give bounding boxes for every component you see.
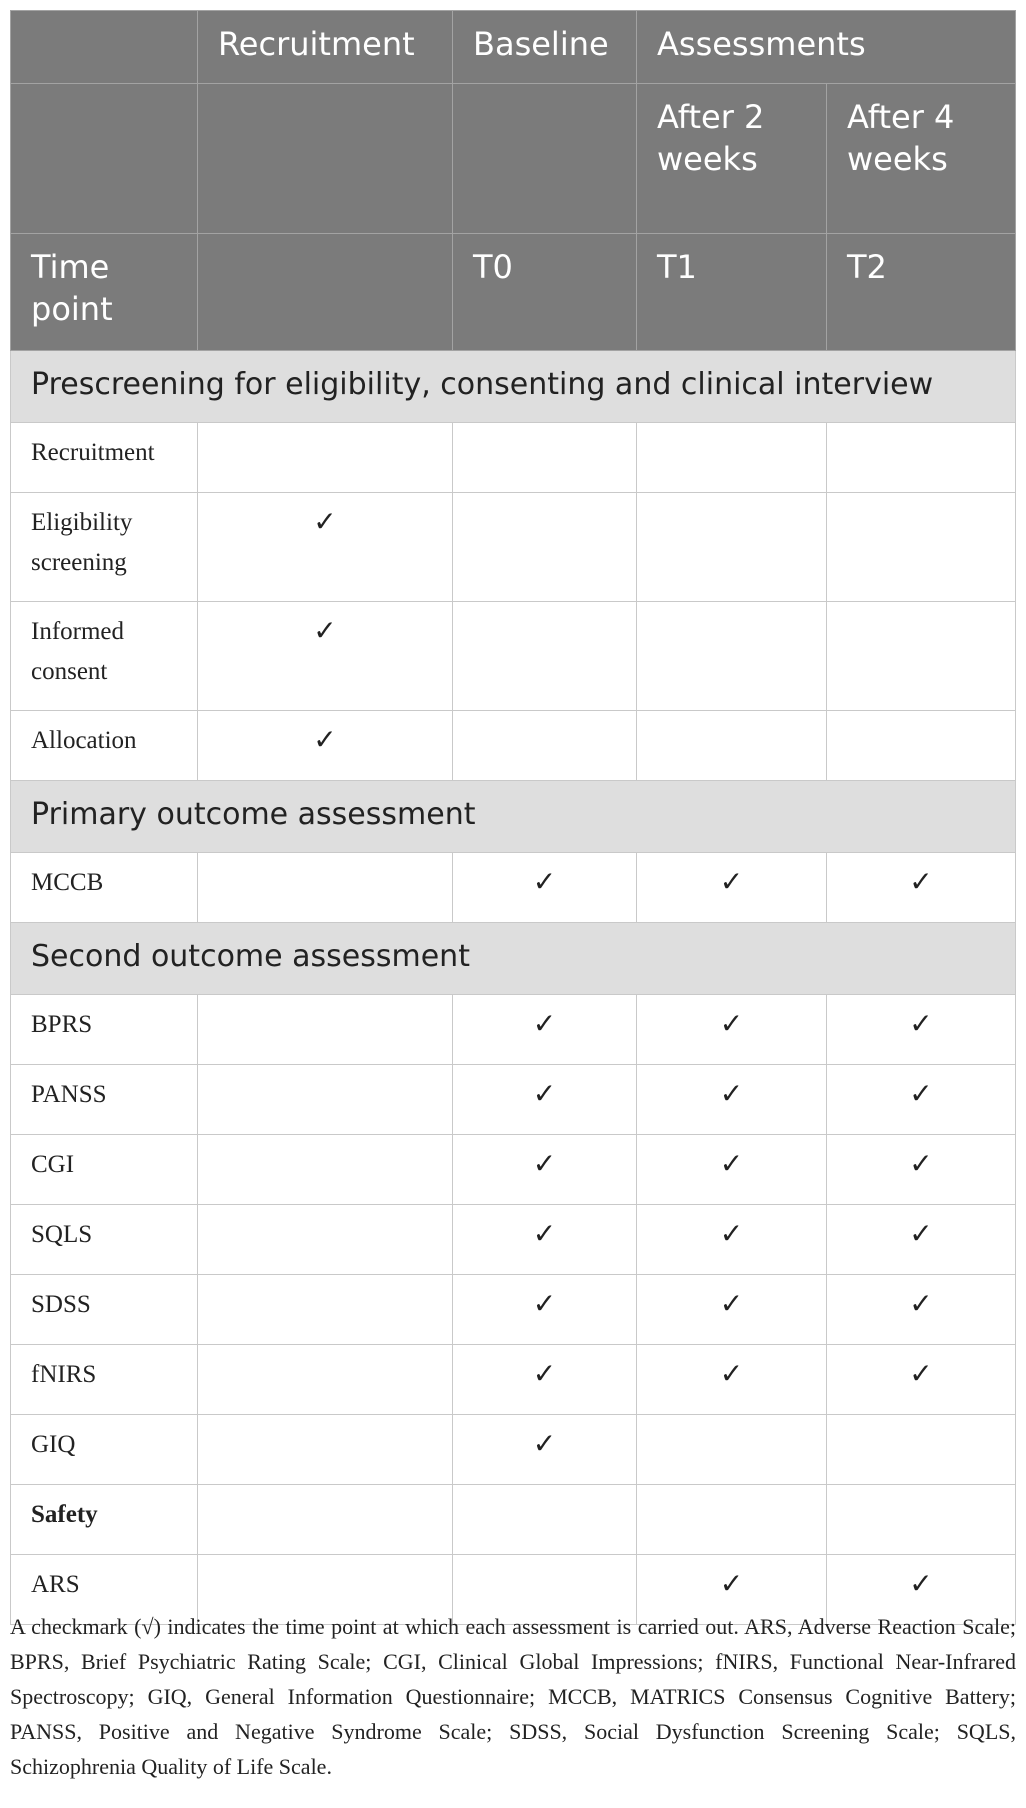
- header-row: [11, 234, 1016, 351]
- checkmark-cell: ✓: [453, 1135, 637, 1205]
- checkmark-cell: ✓: [453, 1275, 637, 1345]
- checkmark-cell: ✓: [827, 995, 1016, 1065]
- checkmark-cell: ✓: [827, 853, 1016, 923]
- row-label: BPRS: [11, 995, 198, 1065]
- table-row: [11, 602, 1016, 711]
- checkmark-cell: ✓: [827, 1065, 1016, 1135]
- checkmark-cell: [453, 493, 637, 602]
- checkmark-cell: [198, 1485, 453, 1555]
- checkmark-cell: ✓: [637, 995, 827, 1065]
- checkmark-cell: ✓: [198, 711, 453, 781]
- checkmark-cell: ✓: [637, 853, 827, 923]
- checkmark-cell: ✓: [637, 1555, 827, 1625]
- row-label: Informed consent: [11, 602, 198, 711]
- checkmark-cell: [453, 602, 637, 711]
- checkmark-cell: [637, 493, 827, 602]
- table-row: [11, 1135, 1016, 1205]
- row-label: ARS: [11, 1555, 198, 1625]
- checkmark-cell: ✓: [637, 1065, 827, 1135]
- row-label: CGI: [11, 1135, 198, 1205]
- checkmark-cell: ✓: [198, 602, 453, 711]
- checkmark-cell: [198, 1275, 453, 1345]
- header-cell: [453, 84, 637, 234]
- table-row: [11, 1485, 1016, 1555]
- checkmark-cell: [198, 1135, 453, 1205]
- row-label: GIQ: [11, 1415, 198, 1485]
- table-row: [11, 711, 1016, 781]
- assessment-schedule-table: [10, 10, 1016, 1625]
- table-row: [11, 493, 1016, 602]
- checkmark-cell: ✓: [827, 1205, 1016, 1275]
- checkmark-cell: ✓: [827, 1275, 1016, 1345]
- table-row: [11, 1065, 1016, 1135]
- header-cell-after-2-weeks: After 2 weeks: [637, 84, 827, 234]
- row-label-safety: Safety: [11, 1485, 198, 1555]
- checkmark-cell: ✓: [453, 1065, 637, 1135]
- checkmark-cell: ✓: [453, 1415, 637, 1485]
- table-header: [11, 11, 1016, 351]
- checkmark-cell: [198, 1345, 453, 1415]
- table-footnote: A checkmark (√) indicates the time point at which each assessment is carried out. ARS, Adverse Reaction Scale; BPRS, Brief Psychiatric Rating Scale; CGI, Clinical Global Impressions; fNIRS, Functional Near-Infrared Spectroscopy; GIQ, General Information Questionnaire; MCCB, MATRICS Consensus Cognitive Battery; PANSS, Positive and Negative Syndrome Scale; SDSS, Social Dysfunction Screening Scale; SQLS, Schizophrenia Quality of Life Scale.: [10, 1614, 1016, 1779]
- table-row: [11, 853, 1016, 923]
- checkmark-cell: ✓: [198, 493, 453, 602]
- section-row-primary-outcome: [11, 781, 1016, 853]
- header-cell-t2: T2: [827, 234, 1016, 351]
- header-cell-after-4-weeks: After 4 weeks: [827, 84, 1016, 234]
- checkmark-cell: [827, 711, 1016, 781]
- row-label: fNIRS: [11, 1345, 198, 1415]
- checkmark-cell: [827, 493, 1016, 602]
- checkmark-cell: [827, 602, 1016, 711]
- checkmark-cell: [198, 423, 453, 493]
- header-cell: [198, 84, 453, 234]
- checkmark-cell: [453, 1485, 637, 1555]
- header-cell: [198, 234, 453, 351]
- header-cell: [11, 84, 198, 234]
- checkmark-cell: [453, 711, 637, 781]
- checkmark-cell: ✓: [637, 1345, 827, 1415]
- header-cell-baseline: Baseline: [453, 11, 637, 84]
- table-row: [11, 1205, 1016, 1275]
- checkmark-cell: [827, 1415, 1016, 1485]
- section-row-prescreening: [11, 351, 1016, 423]
- section-heading: Prescreening for eligibility, consenting and clinical interview: [11, 351, 1016, 423]
- table-row: [11, 1345, 1016, 1415]
- section-row-second-outcome: [11, 923, 1016, 995]
- row-label: SDSS: [11, 1275, 198, 1345]
- table-row: [11, 1415, 1016, 1485]
- checkmark-cell: [637, 1485, 827, 1555]
- header-cell-time-point: Time point: [11, 234, 198, 351]
- checkmark-cell: ✓: [453, 1205, 637, 1275]
- checkmark-cell: ✓: [453, 995, 637, 1065]
- header-cell-assessments: Assessments: [637, 11, 1016, 84]
- checkmark-cell: [637, 423, 827, 493]
- row-label: Eligibility screening: [11, 493, 198, 602]
- header-cell-t0: T0: [453, 234, 637, 351]
- header-cell: [11, 11, 198, 84]
- row-label: SQLS: [11, 1205, 198, 1275]
- checkmark-cell: ✓: [827, 1135, 1016, 1205]
- header-row: [11, 84, 1016, 234]
- checkmark-cell: [827, 1485, 1016, 1555]
- checkmark-cell: ✓: [637, 1135, 827, 1205]
- checkmark-cell: [198, 995, 453, 1065]
- header-cell-recruitment: Recruitment: [198, 11, 453, 84]
- row-label: Recruitment: [11, 423, 198, 493]
- checkmark-cell: [453, 423, 637, 493]
- section-heading: Second outcome assessment: [11, 923, 1016, 995]
- table-row: [11, 1275, 1016, 1345]
- checkmark-cell: [637, 711, 827, 781]
- row-label: Allocation: [11, 711, 198, 781]
- checkmark-cell: [198, 1205, 453, 1275]
- assessment-schedule-table-container: [10, 10, 1015, 1625]
- checkmark-cell: ✓: [827, 1345, 1016, 1415]
- checkmark-cell: [637, 1415, 827, 1485]
- checkmark-cell: ✓: [827, 1555, 1016, 1625]
- row-label: PANSS: [11, 1065, 198, 1135]
- checkmark-cell: [827, 423, 1016, 493]
- checkmark-cell: [198, 1065, 453, 1135]
- header-row: [11, 11, 1016, 84]
- checkmark-cell: [198, 853, 453, 923]
- header-cell-t1: T1: [637, 234, 827, 351]
- checkmark-cell: [637, 602, 827, 711]
- table-body: [11, 351, 1016, 1625]
- table-row: [11, 423, 1016, 493]
- checkmark-cell: ✓: [637, 1205, 827, 1275]
- checkmark-cell: [198, 1415, 453, 1485]
- table-row: [11, 995, 1016, 1065]
- row-label: MCCB: [11, 853, 198, 923]
- checkmark-cell: ✓: [453, 1345, 637, 1415]
- checkmark-cell: ✓: [637, 1275, 827, 1345]
- section-heading: Primary outcome assessment: [11, 781, 1016, 853]
- checkmark-cell: ✓: [453, 853, 637, 923]
